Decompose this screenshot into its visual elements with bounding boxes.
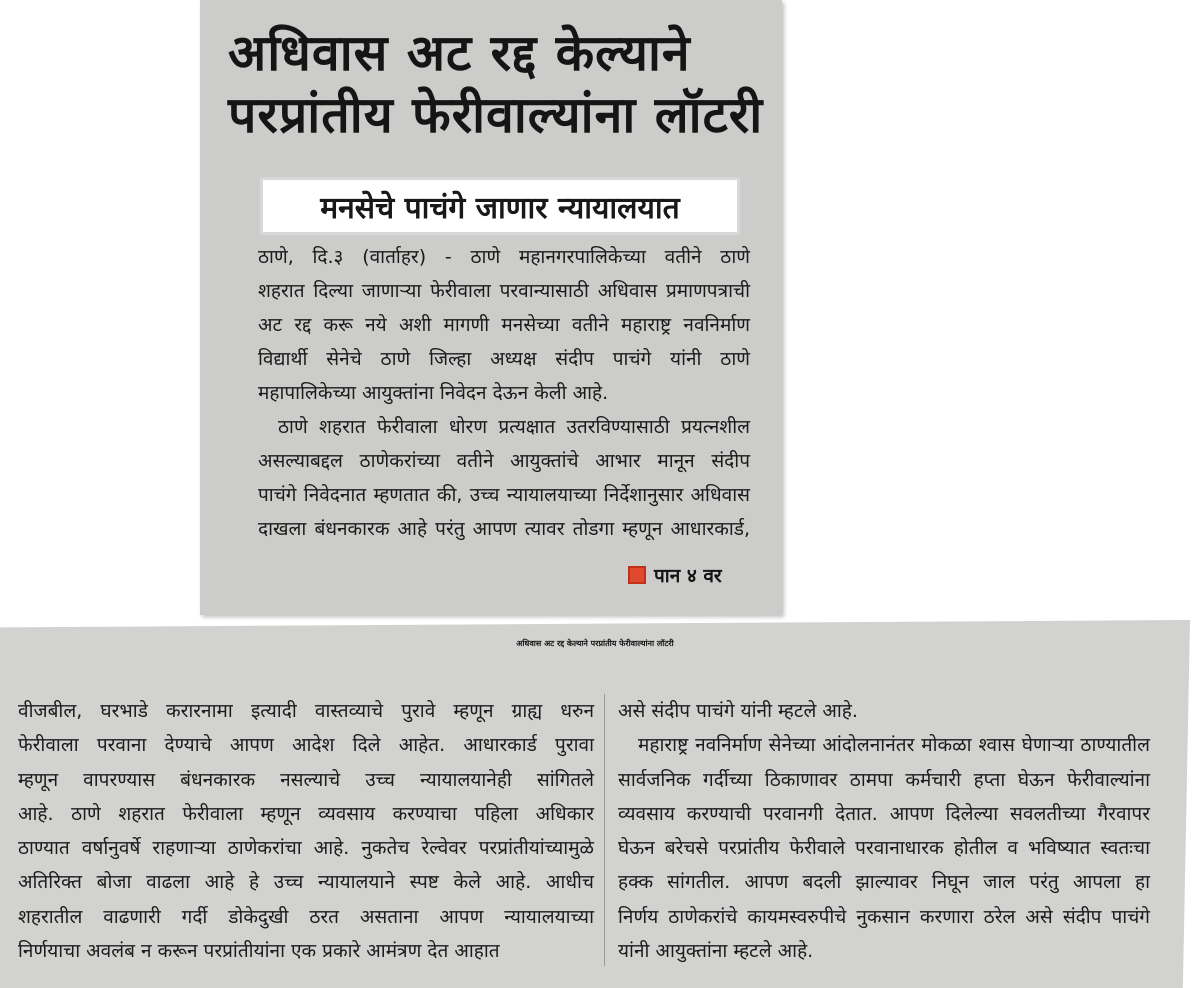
- continuation-note: [628, 562, 722, 588]
- column-line: ठाण्यात वर्षानुवर्षे राहणाऱ्या ठाणेकरांचा आहे. नुकतेच रेल्वेवर परप्रांतीयांच्यामुळे: [18, 837, 594, 860]
- body-line: ठाणे शहरात फेरीवाला धोरण प्रत्यक्षात उतरविण्यासाठी प्रयत्नशील: [278, 416, 750, 438]
- top-headline-line-2: परप्रांतीय फेरीवाल्यांना लॉटरी: [228, 86, 764, 144]
- top-article-body: [258, 240, 750, 546]
- column-line: घेऊन बरेचसे परप्रांतीय फेरीवाले परवानाधारक होतील व भविष्यात स्वतःचा: [618, 837, 1150, 860]
- body-line: पाचंगे निवेदनात म्हणतात की, उच्च न्यायालयाच्या निर्देशानुसार अधिवास: [258, 484, 750, 506]
- column-line: हक्क सांगतील. आपण बदली झाल्यावर निघून जाल परंतु आपला हा: [618, 871, 1150, 894]
- body-line: शहरात दिल्या जाणाऱ्या फेरीवाला परवान्यासाठी अधिवास प्रमाणपत्राची: [258, 280, 750, 302]
- column-line: आहे. ठाणे शहरात फेरीवाला म्हणून व्यवसाय करण्याचा पहिला अधिकार: [18, 802, 594, 825]
- column-line: सार्वजनिक गर्दीच्या ठिकाणावर ठामपा कर्मचारी हप्ता घेऊन फेरीवाल्यांना: [618, 768, 1150, 791]
- body-line: विद्यार्थी सेनेचे ठाणे जिल्हा अध्यक्ष संदीप पाचंगे यांनी ठाणे: [258, 348, 750, 370]
- column-line: असे संदीप पाचंगे यांनी म्हटले आहे.: [618, 700, 858, 722]
- top-headline-line-1: अधिवास अट रद्द केल्याने: [228, 24, 691, 82]
- body-line: अट रद्द करू नये अशी मागणी मनसेच्या वतीने महाराष्ट्र नवनिर्माण: [258, 314, 750, 336]
- body-line: असल्याबद्दल ठाणेकरांच्या वतीने आयुक्तांचे आभार मानून संदीप: [258, 450, 750, 472]
- column-line: शहरातील वाढणारी गर्दी डोकेदुखी ठरत असताना आपण न्यायालयाच्या: [18, 905, 594, 928]
- column-line: व्यवसाय करण्याची परवानगी देतात. आपण दिलेल्या सवलतीच्या गैरवापर: [618, 802, 1150, 825]
- column-line: महाराष्ट्र नवनिर्माण सेनेच्या आंदोलनानंतर मोकळा श्वास घेणाऱ्या ठाण्यातील: [638, 734, 1150, 757]
- column-line: यांनी आयुक्तांना म्हटले आहे.: [618, 940, 814, 963]
- column-line: अतिरिक्त बोजा वाढला आहे हे उच्च न्यायालयाने स्पष्ट केले आहे. आधीच: [18, 871, 594, 894]
- body-line: दाखला बंधनकारक आहे परंतु आपण त्यावर तोडगा म्हणून आधारकार्ड,: [258, 518, 750, 540]
- continuation-label: पान ४ वर: [654, 565, 722, 587]
- column-divider: [604, 694, 605, 966]
- column-line: म्हणून वापरण्यास बंधनकारक नसल्याचे उच्च न्यायालयानेही सांगितले: [18, 768, 594, 791]
- subheadline-box: [260, 177, 740, 235]
- top-headline: [228, 22, 768, 146]
- subheadline: मनसेचे पाचंगे जाणार न्यायालयात: [320, 190, 680, 226]
- column-line: फेरीवाला परवाना देण्याचे आपण आदेश दिले आहेत. आधारकार्ड पुरावा: [18, 734, 594, 757]
- right-column: [618, 694, 1150, 968]
- column-line: निर्णय ठाणेकरांचे कायमस्वरुपीचे नुकसान करणारा ठरेल असे संदीप पाचंगे: [618, 905, 1150, 928]
- bottom-headline: अधिवास अट रद्द केल्याने परप्रांतीय फेरीवाल्यांना लॉटरी: [516, 639, 674, 648]
- column-line: निर्णयाचा अवलंब न करून परप्रांतीयांना एक प्रकारे आमंत्रण देत आहात: [18, 940, 500, 963]
- body-line: महापालिकेच्या आयुक्तांना निवेदन देऊन केली आहे.: [258, 382, 609, 404]
- body-line: ठाणे, दि.३ (वार्ताहर) - ठाणे महानगरपालिकेच्या वतीने ठाणे: [258, 246, 750, 268]
- column-line: वीजबील, घरभाडे करारनामा इत्यादी वास्तव्याचे पुरावे म्हणून ग्राह्य धरुन: [18, 700, 594, 722]
- left-column: [18, 694, 594, 968]
- red-square-icon: [628, 566, 646, 584]
